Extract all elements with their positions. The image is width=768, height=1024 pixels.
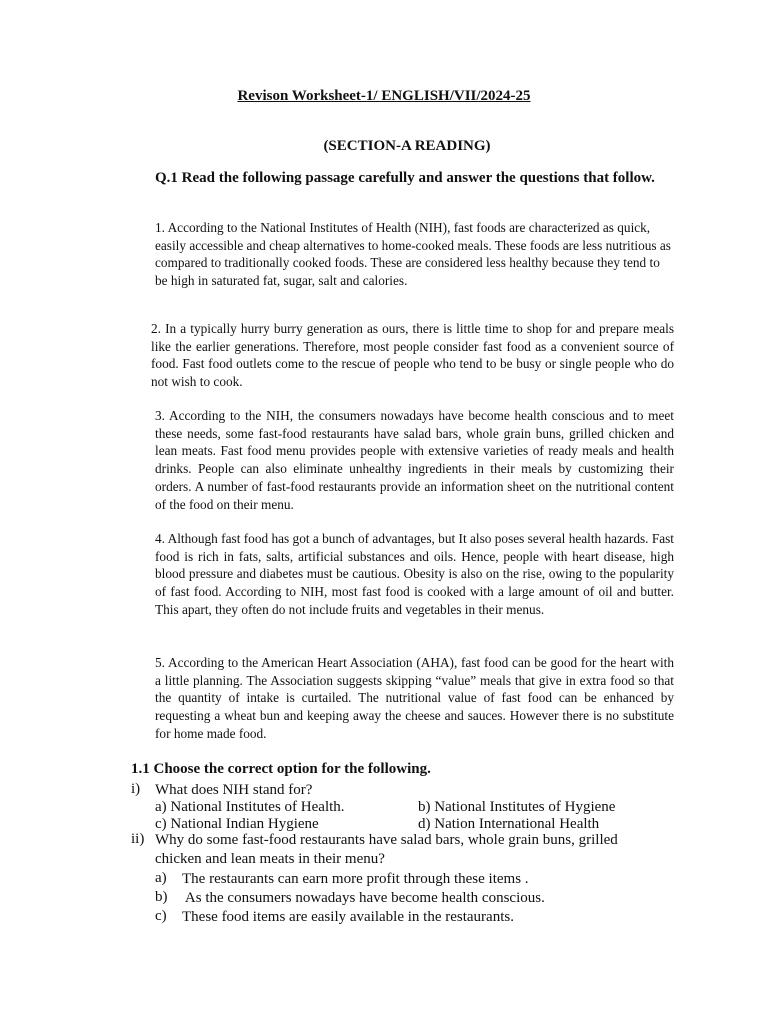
section-heading: (SECTION-A READING) [323,138,491,154]
question-i-option-a: a) National Institutes of Health. [155,799,345,815]
passage-paragraph-1: 1. According to the National Institutes of Health (NIH), fast foods are characterized as quick, easily accessible and cheap alternatives to home-cooked meals. These foods are less nutritious as compared to traditionally cooked foods. These are considered less healthy because they tend to be high in saturated fat, sugar, salt and calories. [155,220,671,289]
question-ii-option-b-letter: b) [155,889,168,905]
question-i-option-d: d) Nation International Health [418,816,600,832]
question-ii-option-a: The restaurants can earn more profit through these items . [182,871,529,887]
question-ii-option-c: These food items are easily available in the restaurants. [182,909,514,925]
question-i-number: i) [131,781,141,797]
passage-paragraph-4: 4. Although fast food has got a bunch of advantages, but It also poses several health hazards. Fast food is rich in fats, salts, artificial substances and oils. Hence, people with heart disease, high blood pressure and diabetes must be cautious. Obesity is also on the rise, owing to the popularity of fast food. According to NIH, most fast food is cooked with a large amount of oil and butter. This apart, they often do not include fruits and vegetables in their menus. [155,531,674,617]
question-1-instruction: Q.1 Read the following passage carefully and answer the questions that follow. [155,170,655,186]
question-ii-option-b: As the consumers nowadays have become health conscious. [182,890,545,906]
question-ii-option-a-letter: a) [155,870,167,886]
question-i-text: What does NIH stand for? [155,782,313,798]
passage-paragraph-5: 5. According to the American Heart Association (AHA), fast food can be good for the heart with a little planning. The Association suggests skipping “value” meals that give in extra food so that the quantity of intake is curtailed. The nutritional value of fast food can be enhanced by requesting a wheat bun and keeping away the cheese and sauces. However there is no substitute for home made food. [155,655,674,741]
passage-paragraph-3: 3. According to the NIH, the consumers nowadays have become health conscious and to meet these needs, some fast-food restaurants have salad bars, whole grain buns, grilled chicken and lean meats. Fast food menu provides people with extensive varieties of ready meals and health drinks. People can also eliminate unhealthy ingredients in their meals by customizing their orders. A number of fast-food restaurants provide an information sheet on the nutritional content of the food on their menu. [155,408,674,512]
question-ii-option-c-letter: c) [155,908,167,924]
section-1-1-heading: 1.1 Choose the correct option for the following. [131,761,431,777]
question-ii-text-line-1: Why do some fast-food restaurants have salad bars, whole grain buns, grilled [155,832,618,848]
question-i-option-b: b) National Institutes of Hygiene [418,799,616,815]
question-ii-text-line-2: chicken and lean meats in their menu? [155,851,385,867]
passage-paragraph-2: 2. In a typically hurry burry generation as ours, there is little time to shop for and prepare meals like the earlier generations. Therefore, most people consider fast food as a convenient source of food. Fast food outlets come to the rescue of people who tend to be busy or single people who do not wish to cook. [151,321,674,390]
question-i-option-c: c) National Indian Hygiene [155,816,319,832]
worksheet-title: Revison Worksheet-1/ ENGLISH/VII/2024-25 [237,88,531,104]
question-ii-number: ii) [131,831,145,847]
